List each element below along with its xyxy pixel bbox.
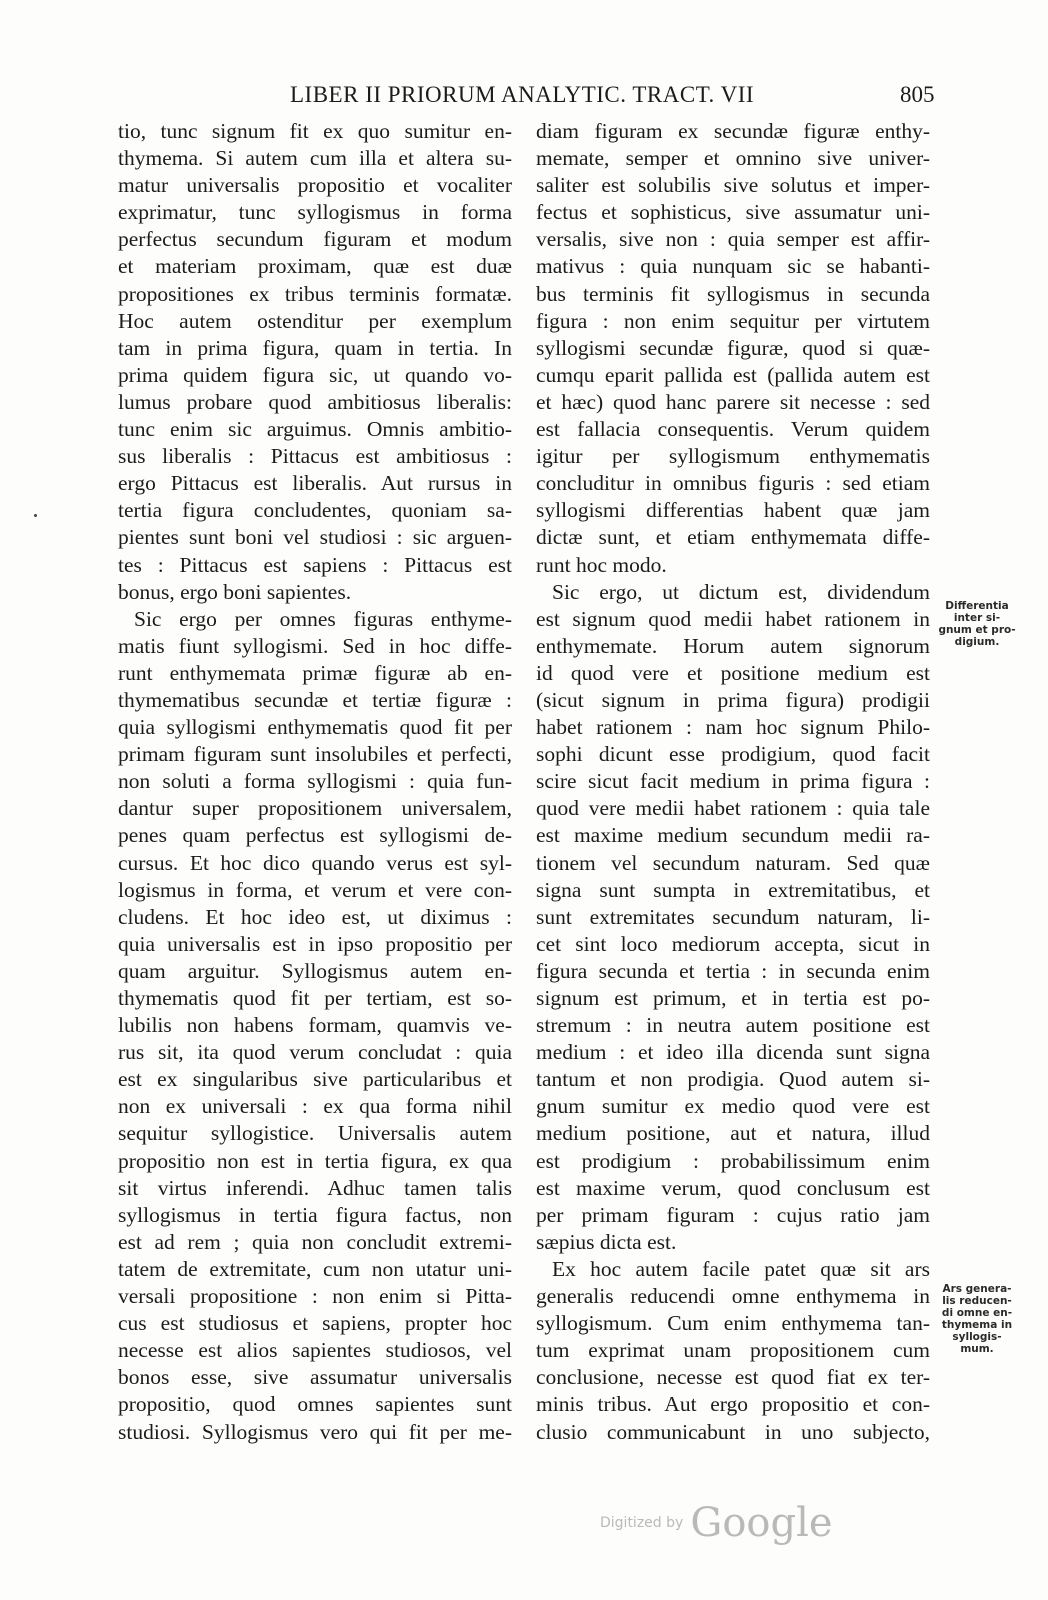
right-column-line: sophi dicunt esse prodigium, quod facit	[536, 742, 930, 767]
right-column-line: enthymemate. Horum autem signorum	[536, 633, 930, 658]
left-column-line: Hoc autem ostenditur per exemplum	[118, 308, 512, 333]
right-column-line: tum exprimat unam propositionem cum	[536, 1338, 930, 1363]
left-column-line: dantur super propositionem universalem,	[118, 796, 512, 821]
right-column-line: concluditur in omnibus figuris : sed etiam	[536, 471, 930, 496]
right-column-line: medium positione, aut et natura, illud	[536, 1121, 930, 1146]
left-column-line: non ex universali : ex qua forma nihil	[118, 1094, 512, 1119]
right-column-line: figura secunda et tertia : in secunda enim	[536, 958, 930, 983]
left-column-line: bonus, ergo boni sapientes.	[118, 579, 352, 604]
right-column-line: et hæc) quod hanc parere sit necesse : sed	[536, 389, 930, 414]
right-column-line: syllogismum. Cum enim enthymema tan-	[536, 1311, 930, 1336]
left-column-line: studiosi. Syllogismus vero qui fit per me-	[118, 1419, 512, 1444]
right-column-line: est prodigium : probabilissimum enim	[536, 1148, 930, 1173]
left-column-line: tam in prima figura, quam in tertia. In	[118, 335, 512, 360]
digitized-by-google-watermark	[600, 1500, 833, 1546]
left-column-line: rus sit, ita quod verum concludat : quia	[118, 1040, 512, 1065]
right-column-line: dictæ sunt, et etiam enthymemata diffe-	[536, 525, 930, 550]
right-column-line: versalis, sive non : quia semper est affir-	[536, 227, 930, 252]
right-column-line: est signum quod medii habet rationem in	[536, 606, 930, 631]
left-column-line: propositiones ex tribus terminis formatæ.	[118, 281, 512, 306]
left-column-line: est ad rem ; quia non concludit extremi-	[118, 1229, 512, 1254]
left-column-line: quia syllogismi enthymematis quod fit per	[118, 715, 512, 740]
right-column-line: minis tribus. Aut ergo propositio et con-	[536, 1392, 930, 1417]
right-column-line: est maxime medium secundum medii ra-	[536, 823, 930, 848]
right-column-line: bus terminis fit syllogismus in secunda	[536, 281, 930, 306]
margin-note-differentia	[938, 600, 1016, 648]
left-column-line: sit virtus inferendi. Adhuc tamen talis	[118, 1175, 512, 1200]
left-column-line: lumus probare quod ambitiosus liberalis:	[118, 389, 512, 414]
left-column-line: runt enthymemata primæ figuræ ab en-	[118, 660, 512, 685]
right-text-column	[536, 118, 930, 1446]
left-column-line: propositio non est in tertia figura, ex qua	[118, 1148, 512, 1173]
margin-note-line: digium.	[954, 636, 1000, 648]
right-column-line: clusio communicabunt in uno subjecto,	[536, 1419, 930, 1444]
left-column-line: thymematibus secundæ et tertiæ figuræ :	[118, 687, 512, 712]
left-column-line: et materiam proximam, quæ est duæ	[118, 254, 512, 279]
page-number: 805	[900, 82, 935, 107]
running-header-title: LIBER II PRIORUM ANALYTIC. TRACT. VII	[290, 82, 755, 107]
left-column-line: cludens. Et hoc ideo est, ut diximus :	[118, 904, 512, 929]
margin-note-line: gnum et pro-	[938, 624, 1016, 636]
right-column-line: sunt extremitates secundum naturam, li-	[536, 904, 930, 929]
left-column-line: quam arguitur. Syllogismus autem en-	[118, 958, 512, 983]
right-column-line: igitur per syllogismum enthymematis	[536, 444, 930, 469]
left-column-line: matur universalis propositio et vocaliter	[118, 173, 512, 198]
left-column-line: bonos esse, sive assumatur universalis	[118, 1365, 512, 1390]
right-column-line: runt hoc modo.	[536, 552, 667, 577]
left-column-line: cus est studiosus et sapiens, propter hoc	[118, 1311, 512, 1336]
margin-note-line: lis reducen-	[942, 1295, 1012, 1307]
right-column-line: habet rationem : nam hoc signum Philo-	[536, 715, 930, 740]
margin-note-line: di omne en-	[941, 1307, 1013, 1319]
right-column-line: stremum : in neutra autem positione est	[536, 1013, 930, 1038]
left-column-line: non soluti a forma syllogismi : quia fun-	[118, 769, 512, 794]
right-column-line: syllogismi differentias habent quæ jam	[536, 498, 930, 523]
right-column-line: medium : et ideo illa dicenda sunt signa	[536, 1040, 930, 1065]
margin-note-line: inter si-	[953, 612, 1001, 624]
left-column-line: thymematis quod fit per tertiam, est so-	[118, 986, 512, 1010]
left-column-line: penes quam perfectus est syllogismi de-	[118, 823, 512, 848]
left-column-line: sequitur syllogistice. Universalis autem	[118, 1121, 512, 1146]
right-column-line: Ex hoc autem facile patet quæ sit ars	[552, 1256, 930, 1281]
right-column-line: (sicut signum in prima figura) prodigii	[536, 687, 930, 712]
right-column-line: figura : non enim sequitur per virtutem	[536, 308, 930, 333]
margin-note-line: thymema in	[941, 1319, 1013, 1331]
margin-note-ars-generalis	[938, 1283, 1016, 1355]
right-column-line: saliter est solubilis sive solutus et imper-	[536, 173, 930, 198]
right-column-line: sæpius dicta est.	[536, 1229, 677, 1254]
right-column-line: id quod vere et positione medium est	[536, 660, 930, 685]
right-column-line: fectus et sophisticus, sive assumatur uni-	[536, 200, 930, 225]
left-column-line: tunc enim sic arguimus. Omnis ambitio-	[118, 417, 512, 442]
left-column-line: sus liberalis : Pittacus est ambitiosus :	[118, 444, 512, 469]
watermark-prefix: Digitized by	[600, 1515, 684, 1531]
left-column-line: quia universalis est in ipso propositio per	[118, 931, 512, 956]
left-column-line: exprimatur, tunc syllogismus in forma	[118, 200, 512, 225]
left-column-line: Sic ergo per omnes figuras enthyme-	[134, 606, 512, 631]
right-column-line: Sic ergo, ut dictum est, dividendum	[552, 579, 930, 604]
right-column-line: syllogismi secundæ figuræ, quod si quæ-	[536, 335, 930, 360]
margin-note-line: Differentia	[945, 600, 1009, 612]
margin-note-line: Ars genera-	[942, 1283, 1012, 1295]
left-column-line: thymema. Si autem cum illa et altera su-	[118, 146, 512, 171]
left-column-line: primam figuram sunt insolubiles et perfecti,	[118, 742, 512, 767]
left-column-line: tertia figura concludentes, quoniam sa-	[118, 498, 512, 523]
left-text-column	[118, 118, 512, 1446]
left-column-line: tatem de extremitate, cum non utatur uni-	[118, 1256, 512, 1281]
right-column-line: gnum sumitur ex medio quod vere est	[536, 1094, 930, 1119]
left-column-line: est ex singularibus sive particularibus et	[118, 1067, 512, 1092]
left-column-line: propositio, quod omnes sapientes sunt	[118, 1392, 512, 1417]
right-column-line: diam figuram ex secundæ figuræ enthy-	[536, 119, 930, 143]
right-column-line: tionem vel secundum naturam. Sed quæ	[536, 850, 930, 875]
left-column-line: lubilis non habens formam, quamvis ve-	[118, 1013, 512, 1038]
left-column-line: cursus. Et hoc dico quando verus est syl-	[118, 850, 512, 875]
right-column-line: quod vere medii habet rationem : quia tale	[536, 796, 930, 821]
left-column-line: prima quidem figura sic, ut quando vo-	[118, 362, 512, 387]
google-logo-text: Google	[690, 1500, 833, 1546]
margin-note-line: syllogis-	[952, 1331, 1002, 1343]
left-column-line: matis fiunt syllogismi. Sed in hoc diffe-	[118, 633, 512, 658]
margin-note-line: mum.	[960, 1343, 994, 1355]
right-column-line: scire sicut facit medium in prima figura :	[536, 769, 930, 794]
right-column-line: conclusione, necesse est quod fiat ex ter-	[536, 1365, 930, 1390]
left-column-line: necesse est alios sapientes studiosos, vel	[118, 1338, 512, 1363]
stray-ink-mark	[34, 514, 37, 517]
right-column-line: generalis reducendi omne enthymema in	[536, 1284, 930, 1309]
right-column-line: per primam figuram : cujus ratio jam	[536, 1202, 930, 1227]
left-column-line: tes : Pittacus est sapiens : Pittacus est	[118, 552, 512, 577]
left-column-line: syllogismus in tertia figura factus, non	[118, 1202, 512, 1227]
right-column-line: signum est primum, et in tertia est po-	[536, 986, 930, 1010]
left-column-line: perfectus secundum figuram et modum	[118, 227, 512, 252]
left-column-line: pientes sunt boni vel studiosi : sic arguen-	[118, 525, 512, 550]
right-column-line: signa sunt sumpta in extremitatibus, et	[536, 877, 930, 902]
left-column-line: tio, tunc signum fit ex quo sumitur en-	[118, 119, 512, 143]
right-column-line: mativus : quia nunquam sic se habanti-	[536, 254, 930, 279]
left-column-line: logismus in forma, et verum et vere con-	[118, 877, 512, 902]
right-column-line: cet sint loco mediorum accepta, sicut in	[536, 931, 930, 956]
right-column-line: tantum et non prodigia. Quod autem si-	[536, 1067, 930, 1092]
right-column-line: memate, semper et omnino sive univer-	[536, 146, 930, 171]
right-column-line: est fallacia consequentis. Verum quidem	[536, 417, 930, 442]
right-column-line: cumqu eparit pallida est (pallida autem est	[536, 362, 930, 387]
left-column-line: ergo Pittacus est liberalis. Aut rursus in	[118, 471, 512, 496]
right-column-line: est maxime verum, quod conclusum est	[536, 1175, 930, 1200]
left-column-line: versali propositione : non enim si Pitta-	[118, 1284, 512, 1309]
